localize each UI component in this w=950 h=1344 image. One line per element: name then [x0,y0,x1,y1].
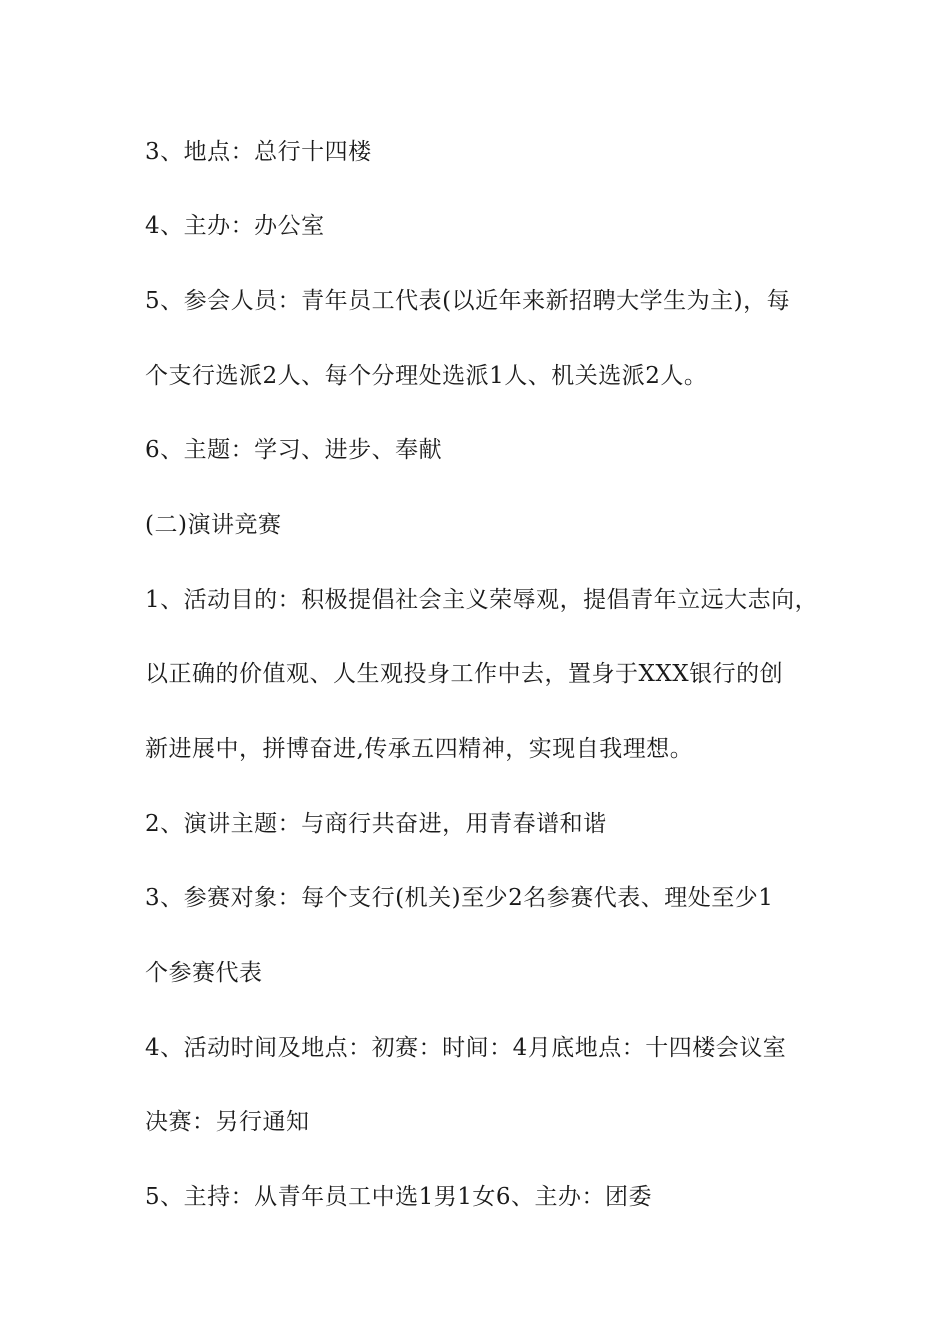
text-line-contestants: 3、参赛对象：每个支行(机关)至少2名参赛代表、理处至少1 [145,885,774,911]
text-line-final-round: 决赛：另行通知 [145,1109,310,1135]
text-line-purpose-continued-2: 新进展中，拼博奋进,传承五四精神，实现自我理想。 [145,736,694,762]
text-line-time-and-place: 4、活动时间及地点：初赛：时间：4月底地点：十四楼会议室 [145,1035,787,1061]
text-line-participants-continued: 个支行选派2人、每个分理处选派1人、机关选派2人。 [145,363,708,389]
text-line-theme: 6、主题：学习、进步、奉献 [145,437,443,463]
text-line-purpose-continued-1: 以正确的价值观、人生观投身工作中去，置身于XXX银行的创 [145,661,784,687]
text-line-speech-theme: 2、演讲主题：与商行共奋进，用青春谱和谐 [145,811,607,837]
text-line-location: 3、地点：总行十四楼 [145,139,372,165]
text-line-organizer: 4、主办：办公室 [145,213,325,239]
text-line-purpose: 1、活动目的：积极提倡社会主义荣辱观，提倡青年立远大志向， [145,587,819,613]
text-line-participants: 5、参会人员：青年员工代表(以近年来新招聘大学生为主)，每 [145,288,791,314]
text-line-host-and-organizer: 5、主持：从青年员工中选1男1女6、主办：团委 [145,1184,653,1210]
text-line-contestants-continued: 个参赛代表 [145,960,263,986]
section-heading-speech-contest: (二)演讲竞赛 [145,512,282,538]
